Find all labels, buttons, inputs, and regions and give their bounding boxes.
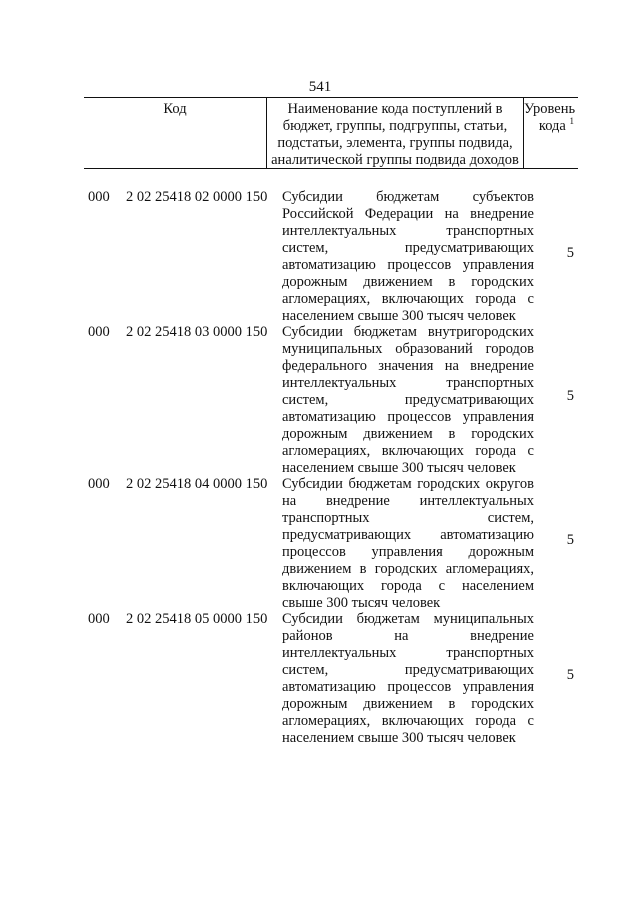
admin-code: 000 bbox=[88, 476, 110, 492]
revenue-code: 2 02 25418 03 0000 150 bbox=[126, 324, 268, 340]
admin-code: 000 bbox=[88, 189, 110, 205]
header-level-label: Уровень кода bbox=[524, 101, 576, 134]
code-level: 5 bbox=[566, 667, 574, 683]
header-level-footnote: 1 bbox=[569, 116, 574, 127]
header-level bbox=[524, 98, 578, 168]
admin-code: 000 bbox=[88, 611, 110, 627]
page-number: 541 bbox=[308, 79, 332, 95]
header-name: Наименование кода поступлений в бюджет, группы, подгруппы, статьи, подстатьи, элемента, группы подвида, аналитической группы подвида доходов bbox=[267, 98, 524, 168]
admin-code: 000 bbox=[88, 324, 110, 340]
code-level: 5 bbox=[566, 245, 574, 261]
code-level: 5 bbox=[566, 532, 574, 548]
revenue-code: 2 02 25418 02 0000 150 bbox=[126, 189, 268, 205]
header-code: Код bbox=[84, 98, 267, 168]
revenue-description: Субсидии бюджетам городских округов на внедрение интеллектуальных транспортных систем, предусматривающих автоматизацию процессов управления дорожным движением в городских агломерациях, включающих города с населением свыше 300 тысяч человек bbox=[282, 476, 534, 611]
revenue-code: 2 02 25418 04 0000 150 bbox=[126, 476, 268, 492]
table-header bbox=[84, 97, 578, 169]
revenue-description: Субсидии бюджетам муниципальных районов на внедрение интеллектуальных транспортных систем, предусматривающих автоматизацию процессов управления дорожным движением в городских агломерациях, включающих города с населением свыше 300 тысяч человек bbox=[282, 611, 534, 746]
revenue-code: 2 02 25418 05 0000 150 bbox=[126, 611, 268, 627]
revenue-description: Субсидии бюджетам внутригородских муниципальных образований городов федерального значения на внедрение интеллектуальных транспортных систем, предусматривающих автоматизацию процессов управления дорожным движением в городских агломерациях, включающих города с населением свыше 300 тысяч человек bbox=[282, 324, 534, 476]
revenue-description: Субсидии бюджетам субъектов Российской Федерации на внедрение интеллектуальных транспортных систем, предусматривающих автоматизацию процессов управления дорожным движением в городских агломерациях, включающих города с населением свыше 300 тысяч человек bbox=[282, 189, 534, 324]
code-level: 5 bbox=[566, 388, 574, 404]
